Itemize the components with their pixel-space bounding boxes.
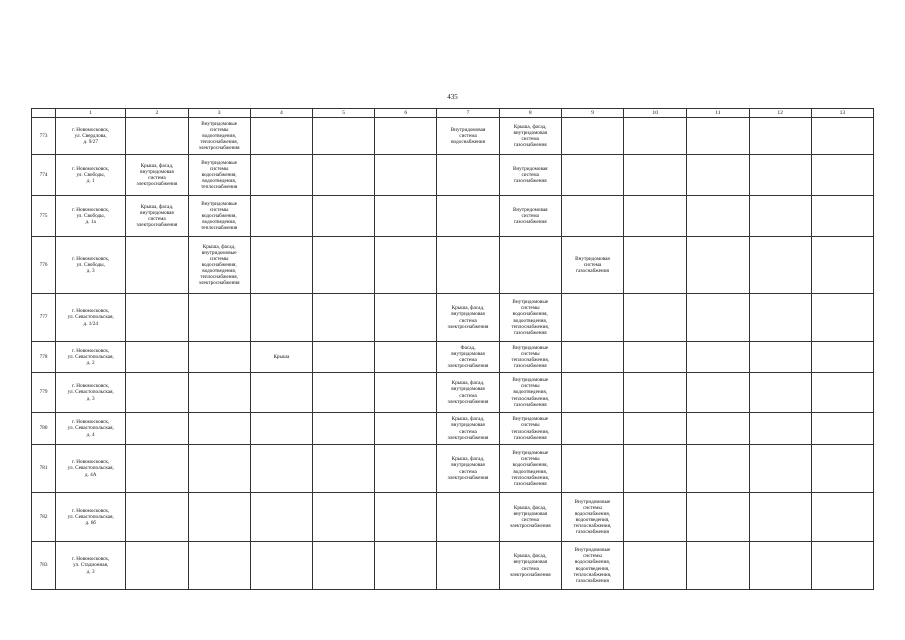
table-cell: Крыша, фасад, внутридомовая система электроснабжения <box>126 155 188 196</box>
address-cell: г. Новомосковск, ул. Свердлова, д. 9/27 <box>56 118 126 155</box>
table-cell <box>126 118 188 155</box>
column-header: 13 <box>811 109 873 118</box>
table-cell <box>687 373 749 413</box>
table-cell <box>312 118 374 155</box>
table-cell: Внутридомовые системы водоснабжения, водоотведения, теплоснабжения, газоснабжения <box>499 294 561 342</box>
repair-schedule-table <box>31 108 874 590</box>
table-row <box>32 342 874 373</box>
table-cell <box>687 155 749 196</box>
table-cell <box>250 542 312 590</box>
table-cell <box>561 342 623 373</box>
table-cell <box>811 342 873 373</box>
table-cell <box>811 542 873 590</box>
column-header: 8 <box>499 109 561 118</box>
table-cell: Внутридомовые системы теплоснабжения, газоснабжения <box>499 342 561 373</box>
table-cell <box>499 237 561 294</box>
table-cell: Крыша, фасад, внутридомовая система газоснабжения <box>499 118 561 155</box>
table-cell <box>811 445 873 493</box>
address-cell: г. Новомосковск, ул. Стадионная, д. 3 <box>56 542 126 590</box>
table-cell <box>624 196 687 237</box>
table-cell <box>250 413 312 445</box>
column-header: 6 <box>375 109 437 118</box>
table-cell: Крыша, фасад, внутридомовая система электроснабжения <box>437 413 499 445</box>
table-cell <box>624 155 687 196</box>
table-cell <box>811 118 873 155</box>
table-cell <box>250 373 312 413</box>
table-cell <box>312 196 374 237</box>
table-row <box>32 445 874 493</box>
table-cell <box>687 237 749 294</box>
address-cell: г. Новомосковск, ул. Севастопольская, д. 4 <box>56 413 126 445</box>
table-cell <box>749 493 811 542</box>
table-cell: Внутридомовые системы водоснабжения, водоотведения, теплоснабжения, газоснабжения <box>499 445 561 493</box>
table-cell: Крыша <box>250 342 312 373</box>
table-cell <box>749 118 811 155</box>
table-row <box>32 118 874 155</box>
table-row <box>32 155 874 196</box>
table-cell: Внутридомовая система водоснабжения <box>437 118 499 155</box>
row-number-cell: 776 <box>32 237 56 294</box>
table-cell <box>250 118 312 155</box>
table-cell <box>561 155 623 196</box>
table-cell <box>749 294 811 342</box>
table-cell <box>624 413 687 445</box>
table-cell <box>749 155 811 196</box>
table-cell <box>811 493 873 542</box>
table-cell <box>561 445 623 493</box>
row-number-cell: 780 <box>32 413 56 445</box>
column-header: 10 <box>624 109 687 118</box>
table-cell <box>375 373 437 413</box>
address-cell: г. Новомосковск, ул. Севастопольская, д. 4А <box>56 445 126 493</box>
address-cell: г. Новомосковск, ул. Севастопольская, д. 1/24 <box>56 294 126 342</box>
table-cell <box>687 196 749 237</box>
table-cell <box>250 445 312 493</box>
table-cell: Внутридомовые системы водоснабжения, водоотведения, теплоснабжения <box>188 155 250 196</box>
table-cell <box>624 342 687 373</box>
table-cell <box>126 493 188 542</box>
table-cell <box>624 542 687 590</box>
table-cell <box>312 493 374 542</box>
table-cell <box>250 237 312 294</box>
table-cell <box>437 237 499 294</box>
table-cell <box>561 196 623 237</box>
table-cell <box>250 196 312 237</box>
table-cell: Крыша, фасад, внутридомовая система электроснабжения <box>499 493 561 542</box>
table-cell: Крыша, фасад, внутридомовая система электроснабжения <box>437 373 499 413</box>
table-cell <box>561 373 623 413</box>
table-cell <box>312 373 374 413</box>
table-row <box>32 237 874 294</box>
table-cell <box>624 373 687 413</box>
table-cell <box>375 237 437 294</box>
table-cell <box>811 237 873 294</box>
row-number-cell: 773 <box>32 118 56 155</box>
table-cell: Внутридомовые системы водоотведения, теплоснабжения, электроснабжения <box>188 118 250 155</box>
table-cell <box>749 373 811 413</box>
table-cell <box>749 445 811 493</box>
table-cell <box>437 542 499 590</box>
column-header: 4 <box>250 109 312 118</box>
table-cell <box>561 413 623 445</box>
table-cell <box>375 342 437 373</box>
table-cell <box>188 542 250 590</box>
table-cell: Фасад, внутридомовая система электроснабжения <box>437 342 499 373</box>
table-cell <box>811 155 873 196</box>
column-header: 11 <box>687 109 749 118</box>
table-cell <box>126 342 188 373</box>
table-cell <box>188 445 250 493</box>
table-cell <box>749 196 811 237</box>
row-number-cell: 782 <box>32 493 56 542</box>
table-cell <box>749 342 811 373</box>
table-cell: Внутридомовые системы теплоснабжения, газоснабжения <box>499 413 561 445</box>
table-cell <box>188 294 250 342</box>
table-cell <box>687 413 749 445</box>
table-cell <box>375 118 437 155</box>
table-cell <box>624 294 687 342</box>
row-number-cell: 779 <box>32 373 56 413</box>
table-cell: Внутридомовая система газоснабжения <box>499 155 561 196</box>
table-cell <box>188 493 250 542</box>
table-cell <box>375 413 437 445</box>
table-row <box>32 542 874 590</box>
table-cell <box>375 294 437 342</box>
row-number-cell: 775 <box>32 196 56 237</box>
table-cell <box>375 493 437 542</box>
table-row <box>32 413 874 445</box>
table-cell: Внутридомовая система газоснабжения <box>499 196 561 237</box>
table-row <box>32 373 874 413</box>
table-cell <box>749 237 811 294</box>
table-row <box>32 294 874 342</box>
table-cell <box>437 196 499 237</box>
column-header: 5 <box>312 109 374 118</box>
table-cell <box>624 118 687 155</box>
table-cell <box>375 155 437 196</box>
table-cell <box>687 493 749 542</box>
table-cell: Внутридомовые системы водоснабжения, водоотведения, теплоснабжения <box>188 196 250 237</box>
address-cell: г. Новомосковск, ул. Свободы, д. 1а <box>56 196 126 237</box>
table-cell <box>126 237 188 294</box>
table-cell <box>188 413 250 445</box>
table-cell <box>312 237 374 294</box>
column-header <box>32 109 56 118</box>
table-cell <box>561 294 623 342</box>
table-cell: Внутридомовые системы водоотведения, теплоснабжения, газоснабжения <box>499 373 561 413</box>
table-cell <box>126 294 188 342</box>
row-number-cell: 777 <box>32 294 56 342</box>
row-number-cell: 783 <box>32 542 56 590</box>
table-cell <box>687 342 749 373</box>
address-cell: г. Новомосковск, ул. Севастопольская, д. 3 <box>56 373 126 413</box>
table-cell <box>811 294 873 342</box>
table-cell: Крыша, фасад, внутридомовые системы водоснабжения, водоотведения, теплоснабжения, электроснабжения <box>188 237 250 294</box>
table-cell <box>312 413 374 445</box>
table-cell <box>375 445 437 493</box>
table-cell <box>250 493 312 542</box>
table-cell <box>749 542 811 590</box>
column-header: 1 <box>56 109 126 118</box>
table-cell <box>126 542 188 590</box>
table-cell: Крыша, фасад, внутридомовая система электроснабжения <box>437 445 499 493</box>
table-cell <box>687 542 749 590</box>
table-cell <box>312 542 374 590</box>
table-cell: Внутридомовые системы водоснабжения, водоотведения, теплоснабжения, газоснабжения <box>561 542 623 590</box>
table-cell <box>375 196 437 237</box>
table-cell <box>188 373 250 413</box>
table-cell <box>624 445 687 493</box>
row-number-cell: 781 <box>32 445 56 493</box>
table-cell <box>312 342 374 373</box>
column-header: 3 <box>188 109 250 118</box>
page-number: 435 <box>447 93 458 101</box>
table-cell <box>437 155 499 196</box>
table-cell <box>312 155 374 196</box>
table-cell: Внутридомовые системы водоснабжения, водоотведения, теплоснабжения, газоснабжения <box>561 493 623 542</box>
table-cell: Крыша, фасад, внутридомовая система электроснабжения <box>437 294 499 342</box>
table-cell <box>749 413 811 445</box>
table-cell <box>624 493 687 542</box>
address-cell: г. Новомосковск, ул. Свободы, д. 1 <box>56 155 126 196</box>
table-cell <box>561 118 623 155</box>
table-cell <box>624 237 687 294</box>
row-number-cell: 774 <box>32 155 56 196</box>
column-number-row <box>32 109 874 118</box>
table-cell <box>687 118 749 155</box>
table-cell: Крыша, фасад, внутридомовая система электроснабжения <box>126 196 188 237</box>
table-cell <box>250 155 312 196</box>
table-cell <box>250 294 312 342</box>
column-header: 12 <box>749 109 811 118</box>
address-cell: г. Новомосковск, ул. Севастопольская, д. 6б <box>56 493 126 542</box>
address-cell: г. Новомосковск, ул. Севастопольская, д. 2 <box>56 342 126 373</box>
column-header: 2 <box>126 109 188 118</box>
table-cell <box>811 373 873 413</box>
table-cell: Внутридомовая система газоснабжения <box>561 237 623 294</box>
table-cell <box>811 413 873 445</box>
table-cell: Крыша, фасад, внутридомовая система электроснабжения <box>499 542 561 590</box>
table-cell <box>687 294 749 342</box>
table-row <box>32 493 874 542</box>
table-cell <box>312 294 374 342</box>
table-cell <box>687 445 749 493</box>
row-number-cell: 778 <box>32 342 56 373</box>
address-cell: г. Новомосковск, ул. Свободы, д. 3 <box>56 237 126 294</box>
table-cell <box>126 373 188 413</box>
table-row <box>32 196 874 237</box>
table-cell <box>375 542 437 590</box>
table-cell <box>437 493 499 542</box>
column-header: 9 <box>561 109 623 118</box>
table-cell <box>126 413 188 445</box>
table-cell <box>188 342 250 373</box>
column-header: 7 <box>437 109 499 118</box>
table-cell <box>312 445 374 493</box>
table-body <box>32 118 874 590</box>
table-cell <box>811 196 873 237</box>
table-cell <box>126 445 188 493</box>
